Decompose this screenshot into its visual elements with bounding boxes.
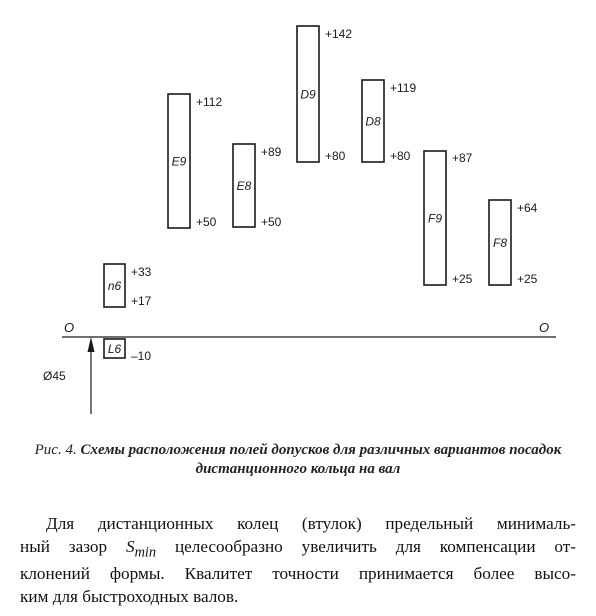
line2-after: целесообразно увеличить для компенсации от- [156,536,576,556]
paragraph-line-4: ким для быстроходных валов. [20,586,239,606]
field-l6-name: L6 [107,342,122,356]
s-min-subscript: min [134,543,157,560]
field-f8-upper: +64 [517,201,538,215]
diameter-label: Ø45 [43,369,66,383]
field-f9-lower: +25 [452,272,473,286]
zero-label-right: O [539,320,550,335]
field-d9-name: D9 [300,87,316,102]
field-l6-lower: –10 [131,349,152,363]
field-n6-lower: +17 [131,294,152,308]
caption-number: Рис. 4. [34,442,77,458]
field-e8-lower: +50 [261,215,282,229]
body-paragraph [20,513,576,608]
field-e9-lower: +50 [196,215,217,229]
field-d9-lower: +80 [325,149,346,163]
field-n6-name: n6 [107,279,122,293]
line2-before: ный зазор [20,536,126,556]
paragraph-line-1: Для дистанционных колец (втулок) предельный минималь- [46,514,576,533]
field-d8-upper: +119 [390,81,417,95]
field-f9-name: F9 [427,211,443,226]
field-f8-lower: +25 [517,272,538,286]
field-e9-name: E9 [171,154,187,169]
field-d8-name: D8 [365,114,381,129]
field-d9-upper: +142 [325,27,353,41]
field-n6-upper: +33 [131,265,152,279]
caption-text: Схемы расположения полей допусков для различных вариантов посадок дистанционного кольца на вал [80,442,562,477]
field-f9-upper: +87 [452,151,473,165]
paragraph-line-3: клонений формы. Квалитет точности принимается более высо- [20,564,576,584]
field-e8-upper: +89 [261,145,282,159]
field-e8-name: E8 [236,179,252,193]
field-e9-upper: +112 [196,95,223,109]
field-d8-lower: +80 [390,149,411,163]
s-min-symbol: S [125,536,135,556]
diameter-arrow-head [88,337,95,352]
figure-caption [30,441,566,479]
field-f8-name: F8 [492,236,508,250]
paragraph-line-2 [20,536,576,564]
zero-label-left: O [64,320,75,335]
